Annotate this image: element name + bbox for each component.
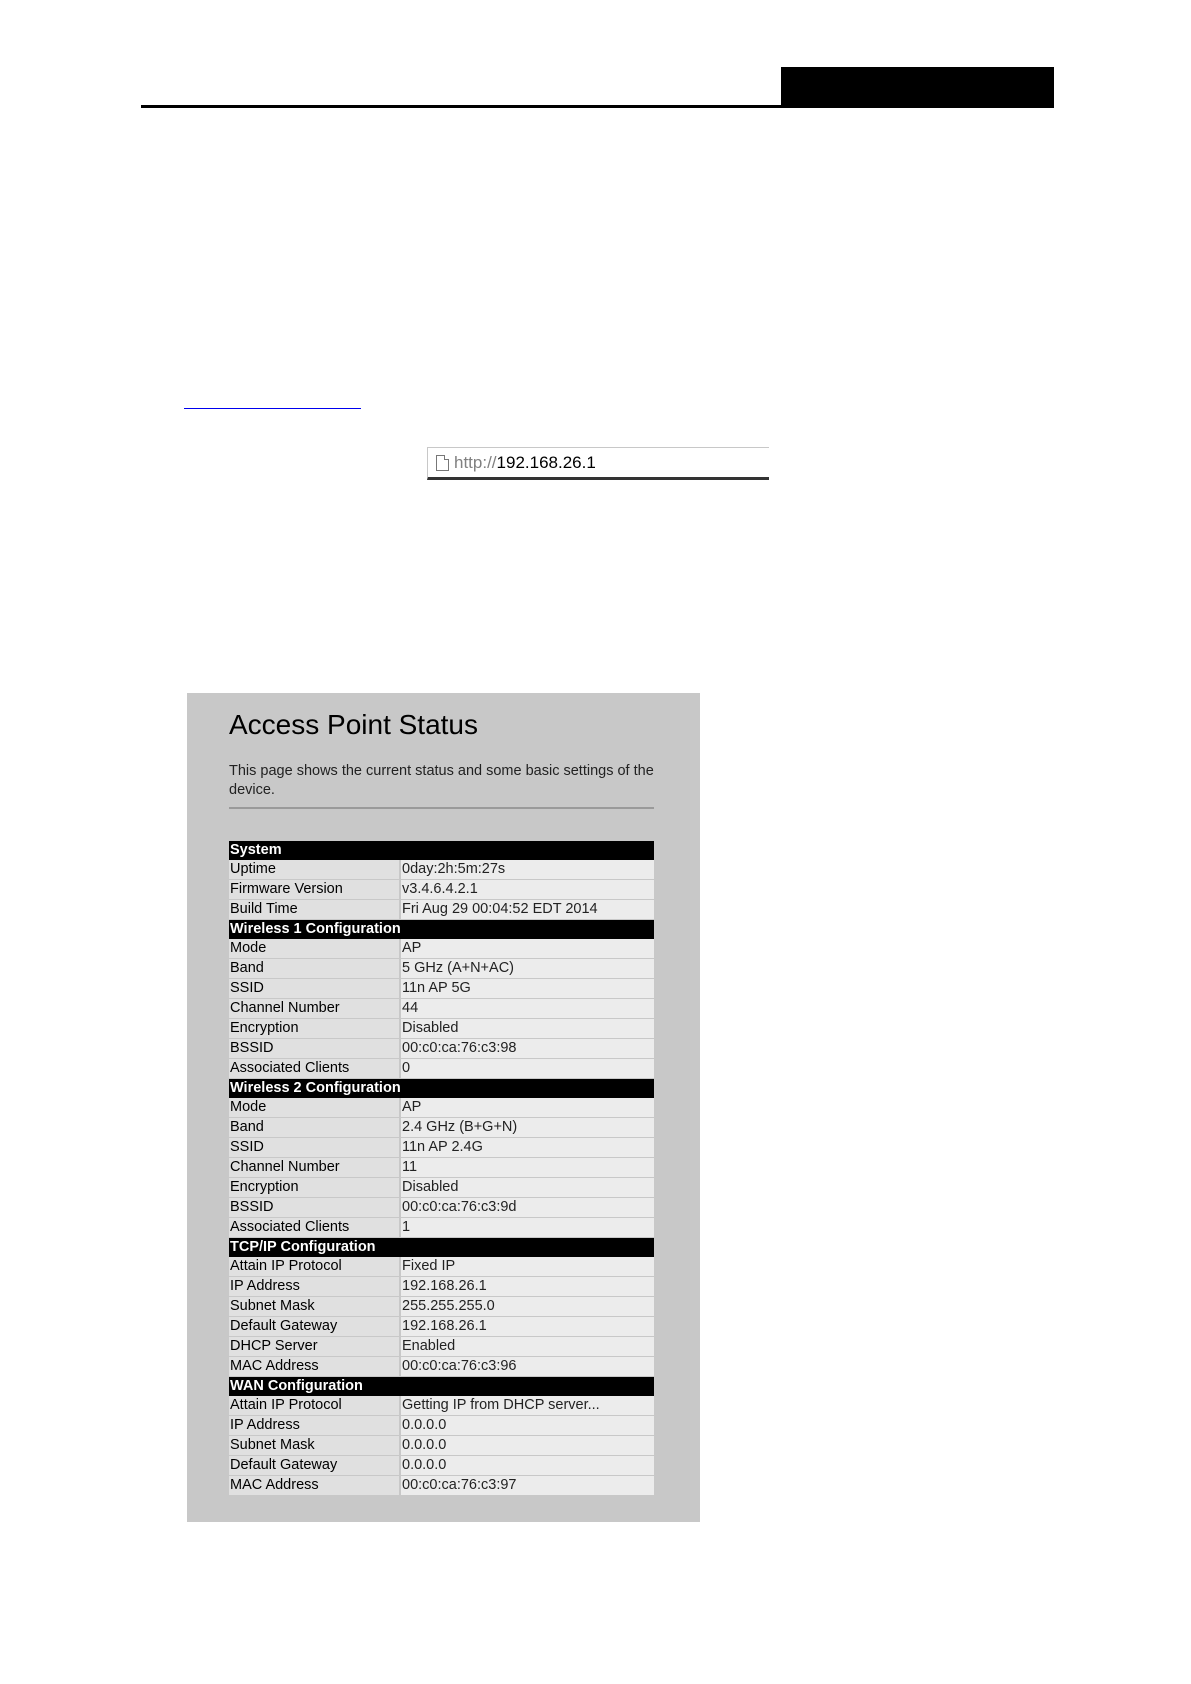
row-value: 0.0.0.0 xyxy=(400,1436,654,1456)
row-value: 00:c0:ca:76:c3:97 xyxy=(400,1476,654,1496)
row-label: Mode xyxy=(229,939,400,959)
row-label: SSID xyxy=(229,1138,400,1158)
header-block xyxy=(781,67,1054,108)
section-title: Wireless 1 Configuration xyxy=(229,920,654,940)
row-label: Subnet Mask xyxy=(229,1436,400,1456)
row-label: MAC Address xyxy=(229,1357,400,1377)
row-value: 44 xyxy=(400,999,654,1019)
table-row xyxy=(229,1357,654,1377)
table-row xyxy=(229,1396,654,1416)
table-row xyxy=(229,959,654,979)
row-value: 11n AP 5G xyxy=(400,979,654,999)
row-value: AP xyxy=(400,939,654,959)
table-row xyxy=(229,880,654,900)
row-value: Disabled xyxy=(400,1178,654,1198)
row-label: Channel Number xyxy=(229,999,400,1019)
table-row xyxy=(229,1476,654,1496)
section-title: TCP/IP Configuration xyxy=(229,1238,654,1258)
table-row xyxy=(229,1456,654,1476)
url-text[interactable] xyxy=(454,452,596,474)
row-label: BSSID xyxy=(229,1039,400,1059)
row-label: Firmware Version xyxy=(229,880,400,900)
table-row xyxy=(229,999,654,1019)
row-value: 255.255.255.0 xyxy=(400,1297,654,1317)
row-value: 0.0.0.0 xyxy=(400,1456,654,1476)
section-title: Wireless 2 Configuration xyxy=(229,1079,654,1099)
table-row xyxy=(229,1436,654,1456)
page-description: This page shows the current status and some basic settings of the device. xyxy=(229,763,654,798)
row-label: Attain IP Protocol xyxy=(229,1257,400,1277)
table-row xyxy=(229,939,654,959)
table-row xyxy=(229,1257,654,1277)
status-table xyxy=(229,841,654,1496)
row-value: 11n AP 2.4G xyxy=(400,1138,654,1158)
row-value: 1 xyxy=(400,1218,654,1238)
row-value: v3.4.6.4.2.1 xyxy=(400,880,654,900)
section-header xyxy=(229,1377,654,1397)
row-value: Fixed IP xyxy=(400,1257,654,1277)
section-title: WAN Configuration xyxy=(229,1377,654,1397)
row-label: Uptime xyxy=(229,860,400,880)
row-label: SSID xyxy=(229,979,400,999)
address-bar[interactable] xyxy=(427,447,769,480)
row-label: MAC Address xyxy=(229,1476,400,1496)
page-icon xyxy=(436,455,449,471)
divider xyxy=(229,807,654,809)
section-header xyxy=(229,1079,654,1099)
url-scheme: http:// xyxy=(454,453,497,472)
table-row xyxy=(229,1317,654,1337)
table-row xyxy=(229,1118,654,1138)
row-label: Encryption xyxy=(229,1178,400,1198)
section-header xyxy=(229,841,654,860)
table-row xyxy=(229,1138,654,1158)
table-row xyxy=(229,1277,654,1297)
table-row xyxy=(229,1337,654,1357)
page-title: Access Point Status xyxy=(229,709,479,740)
status-page-screenshot xyxy=(187,693,700,1522)
row-label: Default Gateway xyxy=(229,1317,400,1337)
table-row xyxy=(229,900,654,920)
table-row xyxy=(229,1059,654,1079)
row-value: 00:c0:ca:76:c3:96 xyxy=(400,1357,654,1377)
table-row xyxy=(229,1039,654,1059)
table-row xyxy=(229,1019,654,1039)
table-row xyxy=(229,860,654,880)
row-label: Encryption xyxy=(229,1019,400,1039)
section-title: System xyxy=(229,841,654,860)
row-label: Channel Number xyxy=(229,1158,400,1178)
row-label: BSSID xyxy=(229,1198,400,1218)
table-row xyxy=(229,979,654,999)
row-label: IP Address xyxy=(229,1416,400,1436)
table-row xyxy=(229,1297,654,1317)
row-value: Disabled xyxy=(400,1019,654,1039)
row-value: 0.0.0.0 xyxy=(400,1416,654,1436)
row-value: 00:c0:ca:76:c3:9d xyxy=(400,1198,654,1218)
row-label: Mode xyxy=(229,1098,400,1118)
row-label: Associated Clients xyxy=(229,1218,400,1238)
row-value: AP xyxy=(400,1098,654,1118)
row-value: 00:c0:ca:76:c3:98 xyxy=(400,1039,654,1059)
row-label: Attain IP Protocol xyxy=(229,1396,400,1416)
row-label: IP Address xyxy=(229,1277,400,1297)
row-label: Band xyxy=(229,1118,400,1138)
row-label: Build Time xyxy=(229,900,400,920)
row-label: Associated Clients xyxy=(229,1059,400,1079)
table-row xyxy=(229,1198,654,1218)
table-row xyxy=(229,1218,654,1238)
section-header xyxy=(229,1238,654,1258)
url-host: 192.168.26.1 xyxy=(496,453,596,472)
row-label: Band xyxy=(229,959,400,979)
row-value: 0 xyxy=(400,1059,654,1079)
row-value: 5 GHz (A+N+AC) xyxy=(400,959,654,979)
row-value: 2.4 GHz (B+G+N) xyxy=(400,1118,654,1138)
row-label: DHCP Server xyxy=(229,1337,400,1357)
hyperlink-underline[interactable] xyxy=(184,408,361,409)
row-label: Subnet Mask xyxy=(229,1297,400,1317)
table-row xyxy=(229,1416,654,1436)
row-value: 11 xyxy=(400,1158,654,1178)
section-header xyxy=(229,920,654,940)
row-value: 192.168.26.1 xyxy=(400,1317,654,1337)
table-row xyxy=(229,1098,654,1118)
row-label: Default Gateway xyxy=(229,1456,400,1476)
row-value: Fri Aug 29 00:04:52 EDT 2014 xyxy=(400,900,654,920)
row-value: 0day:2h:5m:27s xyxy=(400,860,654,880)
row-value: Enabled xyxy=(400,1337,654,1357)
table-row xyxy=(229,1178,654,1198)
table-row xyxy=(229,1158,654,1178)
row-value: 192.168.26.1 xyxy=(400,1277,654,1297)
row-value: Getting IP from DHCP server... xyxy=(400,1396,654,1416)
